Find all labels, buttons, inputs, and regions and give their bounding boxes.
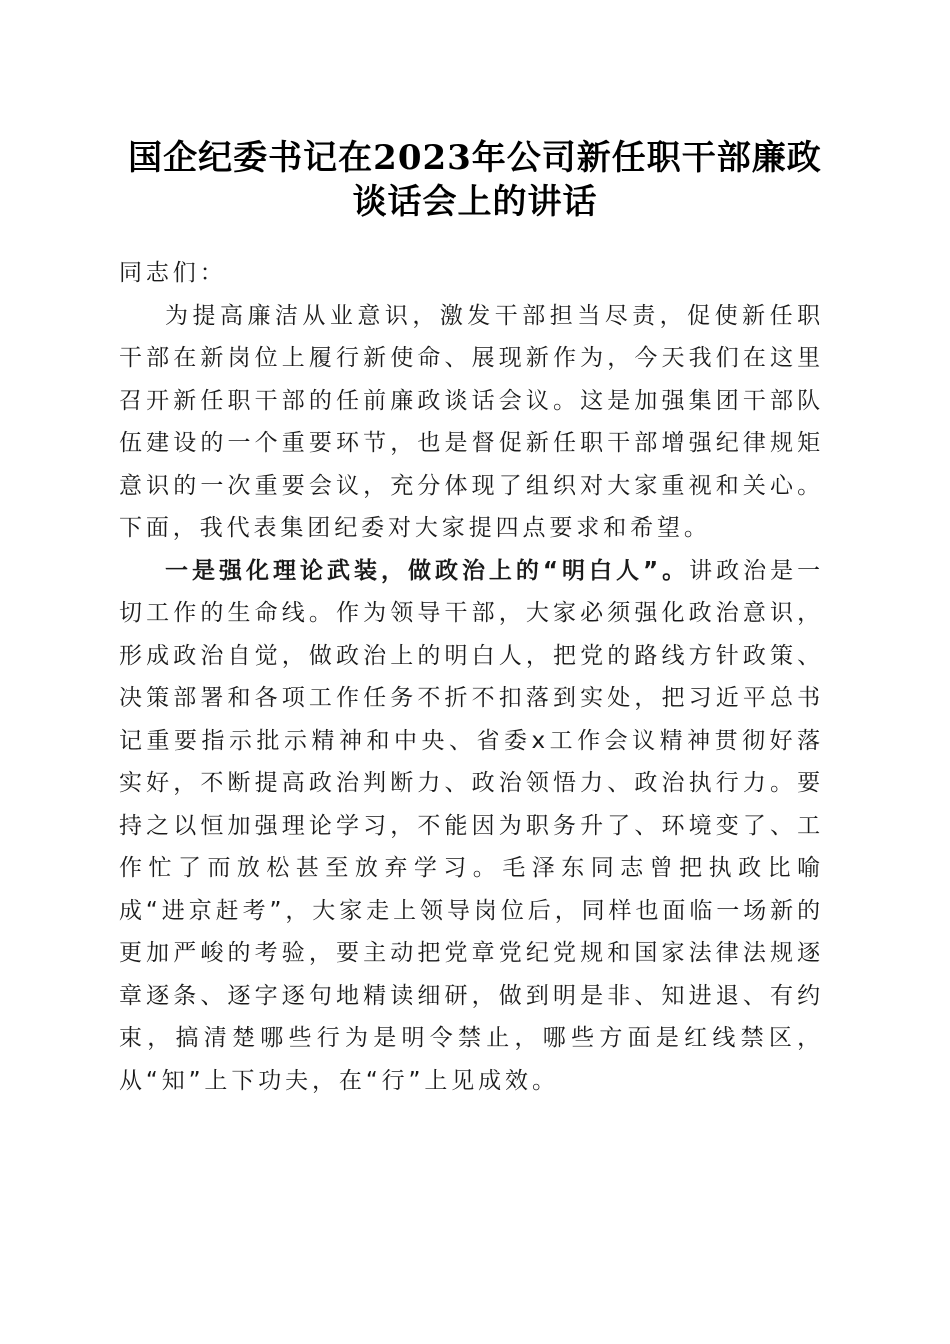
paragraph-point-one-heading: 一是强化理论武装，做政治上的“明白人”。 [165,557,690,584]
document-body [119,252,824,1102]
title-line-2: 谈话会上的讲话 [352,182,598,222]
title-line-1: 国企纪委书记在2023年公司新任职干部廉政 [128,138,822,178]
paragraph-point-one-body: 讲政治是一切工作的生命线。作为领导干部，大家必须强化政治意识，形成政治自觉，做政治上的明白人，把党的路线方针政策、决策部署和各项工作任务不折不扣落到实处，把习近平总书记重要指示批示精神和中央、省委x工作会议精神贯彻好落实好，不断提高政治判断力、政治领悟力、政治执行力。要持之以恒加强理论学习，不能因为职务升了、环境变了、工作忙了而放松甚至放弃学习。毛泽东同志曾把执政比喻成“进京赶考”，大家走上领导岗位后，同样也面临一场新的更加严峻的考验，要主动把党章党纪党规和国家法律法规逐章逐条、逐字逐句地精读细研，做到明是非、知进退、有约束，搞清楚哪些行为是明令禁止，哪些方面是红线禁区，从“知”上下功夫，在“行”上见成效。 [119,557,825,1094]
paragraph-intro: 为提高廉洁从业意识，激发干部担当尽责，促使新任职干部在新岗位上履行新使命、展现新作为，今天我们在这里召开新任职干部的任前廉政谈话会议。这是加强集团干部队伍建设的一个重要环节，也是督促新任职干部增强纪律规矩意识的一次重要会议，充分体现了组织对大家重视和关心。下面，我代表集团纪委对大家提四点要求和希望。 [119,302,824,541]
salutation: 同志们： [119,260,227,286]
document-title [100,136,850,224]
paragraph-point-one [119,550,824,1103]
